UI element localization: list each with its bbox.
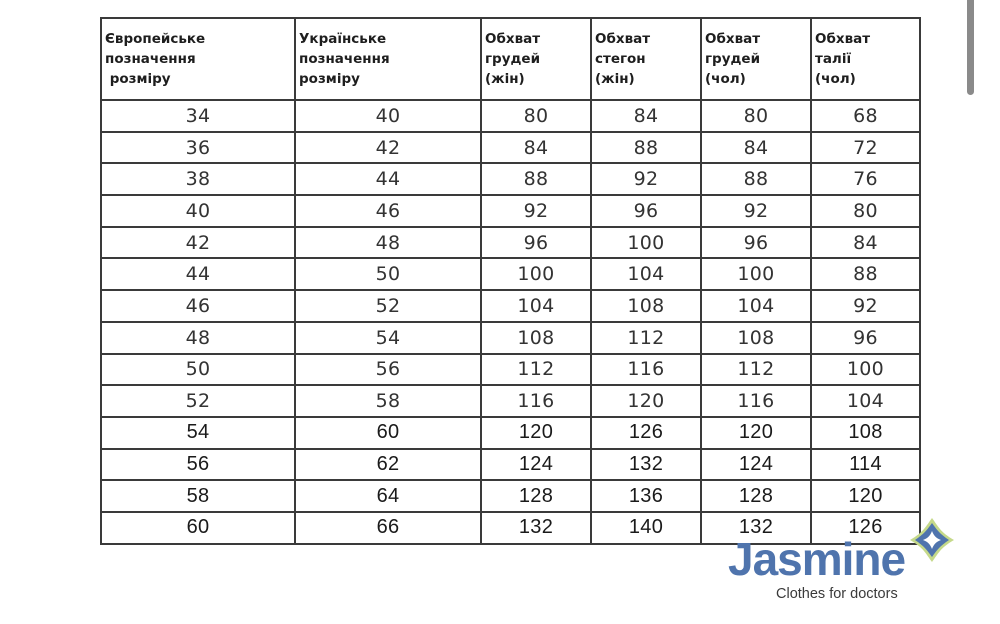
table-cell: 140	[591, 512, 701, 544]
table-row	[101, 354, 920, 386]
table-cell: 42	[101, 227, 295, 259]
table-cell: 58	[295, 385, 481, 417]
table-cell: 108	[481, 322, 591, 354]
table-row	[101, 322, 920, 354]
table-row	[101, 100, 920, 132]
column-header	[811, 18, 920, 100]
table-cell: 104	[591, 258, 701, 290]
table-cell: 54	[295, 322, 481, 354]
table-cell: 62	[295, 449, 481, 481]
column-header-line: (жін)	[595, 71, 635, 87]
table-cell: 56	[295, 354, 481, 386]
column-header-line: розміру	[105, 71, 171, 87]
table-cell: 40	[295, 100, 481, 132]
table-cell: 128	[481, 480, 591, 512]
table-cell: 68	[811, 100, 920, 132]
column-header-line: талії	[815, 51, 852, 67]
table-cell: 120	[591, 385, 701, 417]
column-header	[481, 18, 591, 100]
column-header-line: Обхват	[485, 31, 541, 47]
table-cell: 108	[811, 417, 920, 449]
table-cell: 132	[701, 512, 811, 544]
table-cell: 60	[101, 512, 295, 544]
table-cell: 126	[591, 417, 701, 449]
table-row	[101, 195, 920, 227]
table-cell: 48	[295, 227, 481, 259]
table-cell: 56	[101, 449, 295, 481]
table-cell: 100	[591, 227, 701, 259]
table-row	[101, 480, 920, 512]
table-cell: 52	[295, 290, 481, 322]
column-header-line: грудей	[705, 51, 761, 67]
table-cell: 80	[701, 100, 811, 132]
table-cell: 92	[811, 290, 920, 322]
column-header-line: (жін)	[485, 71, 525, 87]
table-header-row	[101, 18, 920, 100]
table-cell: 88	[811, 258, 920, 290]
table-cell: 100	[481, 258, 591, 290]
table-cell: 112	[591, 322, 701, 354]
column-header-line: грудей	[485, 51, 541, 67]
table-cell: 108	[591, 290, 701, 322]
table-cell: 80	[811, 195, 920, 227]
table-cell: 92	[591, 163, 701, 195]
table-cell: 44	[295, 163, 481, 195]
table-cell: 114	[811, 449, 920, 481]
table-cell: 92	[701, 195, 811, 227]
column-header-line: Європейське	[105, 31, 206, 47]
column-header	[101, 18, 295, 100]
table-cell: 36	[101, 132, 295, 164]
table-cell: 120	[811, 480, 920, 512]
table-cell: 52	[101, 385, 295, 417]
table-cell: 48	[101, 322, 295, 354]
table-cell: 108	[701, 322, 811, 354]
table-row	[101, 290, 920, 322]
table-cell: 58	[101, 480, 295, 512]
jasmine-logo	[728, 522, 968, 612]
column-header-line: (чол)	[815, 71, 856, 87]
table-cell: 46	[295, 195, 481, 227]
table-cell: 42	[295, 132, 481, 164]
table-cell: 96	[811, 322, 920, 354]
table-cell: 50	[101, 354, 295, 386]
table-cell: 104	[701, 290, 811, 322]
table-cell: 80	[481, 100, 591, 132]
logo-tagline: Clothes for doctors	[776, 586, 898, 602]
table-cell: 40	[101, 195, 295, 227]
table-cell: 116	[591, 354, 701, 386]
table-cell: 116	[701, 385, 811, 417]
table-cell: 34	[101, 100, 295, 132]
table-cell: 100	[701, 258, 811, 290]
table-cell: 112	[481, 354, 591, 386]
table-cell: 96	[701, 227, 811, 259]
scrollbar[interactable]	[967, 0, 974, 95]
table-cell: 120	[481, 417, 591, 449]
column-header-line: Обхват	[595, 31, 651, 47]
column-header-line: позначення	[299, 51, 390, 67]
table-cell: 126	[811, 512, 920, 544]
column-header-line: розміру	[299, 71, 360, 87]
table-cell: 104	[811, 385, 920, 417]
table-cell: 64	[295, 480, 481, 512]
column-header-line: (чол)	[705, 71, 746, 87]
logo-wordmark: Jasmine	[728, 533, 906, 585]
table-cell: 84	[701, 132, 811, 164]
table-cell: 124	[701, 449, 811, 481]
table-cell: 60	[295, 417, 481, 449]
table-cell: 50	[295, 258, 481, 290]
table-cell: 112	[701, 354, 811, 386]
table-cell: 92	[481, 195, 591, 227]
table-cell: 136	[591, 480, 701, 512]
table-cell: 38	[101, 163, 295, 195]
table-row	[101, 385, 920, 417]
table-cell: 44	[101, 258, 295, 290]
table-cell: 88	[481, 163, 591, 195]
column-header-line: позначення	[105, 51, 196, 67]
table-row	[101, 163, 920, 195]
table-cell: 84	[481, 132, 591, 164]
column-header-line: Обхват	[815, 31, 871, 47]
table-cell: 84	[811, 227, 920, 259]
table-cell: 132	[591, 449, 701, 481]
column-header-line: Обхват	[705, 31, 761, 47]
table-cell: 88	[591, 132, 701, 164]
size-chart-table	[100, 17, 921, 545]
table-row	[101, 258, 920, 290]
table-cell: 46	[101, 290, 295, 322]
column-header	[701, 18, 811, 100]
table-cell: 116	[481, 385, 591, 417]
table-cell: 96	[481, 227, 591, 259]
column-header-line: Українське	[299, 31, 387, 47]
table-row	[101, 449, 920, 481]
table-cell: 54	[101, 417, 295, 449]
table-cell: 76	[811, 163, 920, 195]
table-cell: 88	[701, 163, 811, 195]
table-row	[101, 227, 920, 259]
table-row	[101, 417, 920, 449]
table-cell: 104	[481, 290, 591, 322]
column-header-line: стегон	[595, 51, 646, 67]
table-cell: 84	[591, 100, 701, 132]
table-row	[101, 132, 920, 164]
table-cell: 72	[811, 132, 920, 164]
flower-icon	[908, 516, 956, 564]
column-header	[295, 18, 481, 100]
column-header	[591, 18, 701, 100]
table-cell: 132	[481, 512, 591, 544]
table-cell: 120	[701, 417, 811, 449]
table-cell: 124	[481, 449, 591, 481]
table-cell: 66	[295, 512, 481, 544]
table-body	[101, 100, 920, 544]
table-cell: 96	[591, 195, 701, 227]
table-cell: 128	[701, 480, 811, 512]
table-cell: 100	[811, 354, 920, 386]
